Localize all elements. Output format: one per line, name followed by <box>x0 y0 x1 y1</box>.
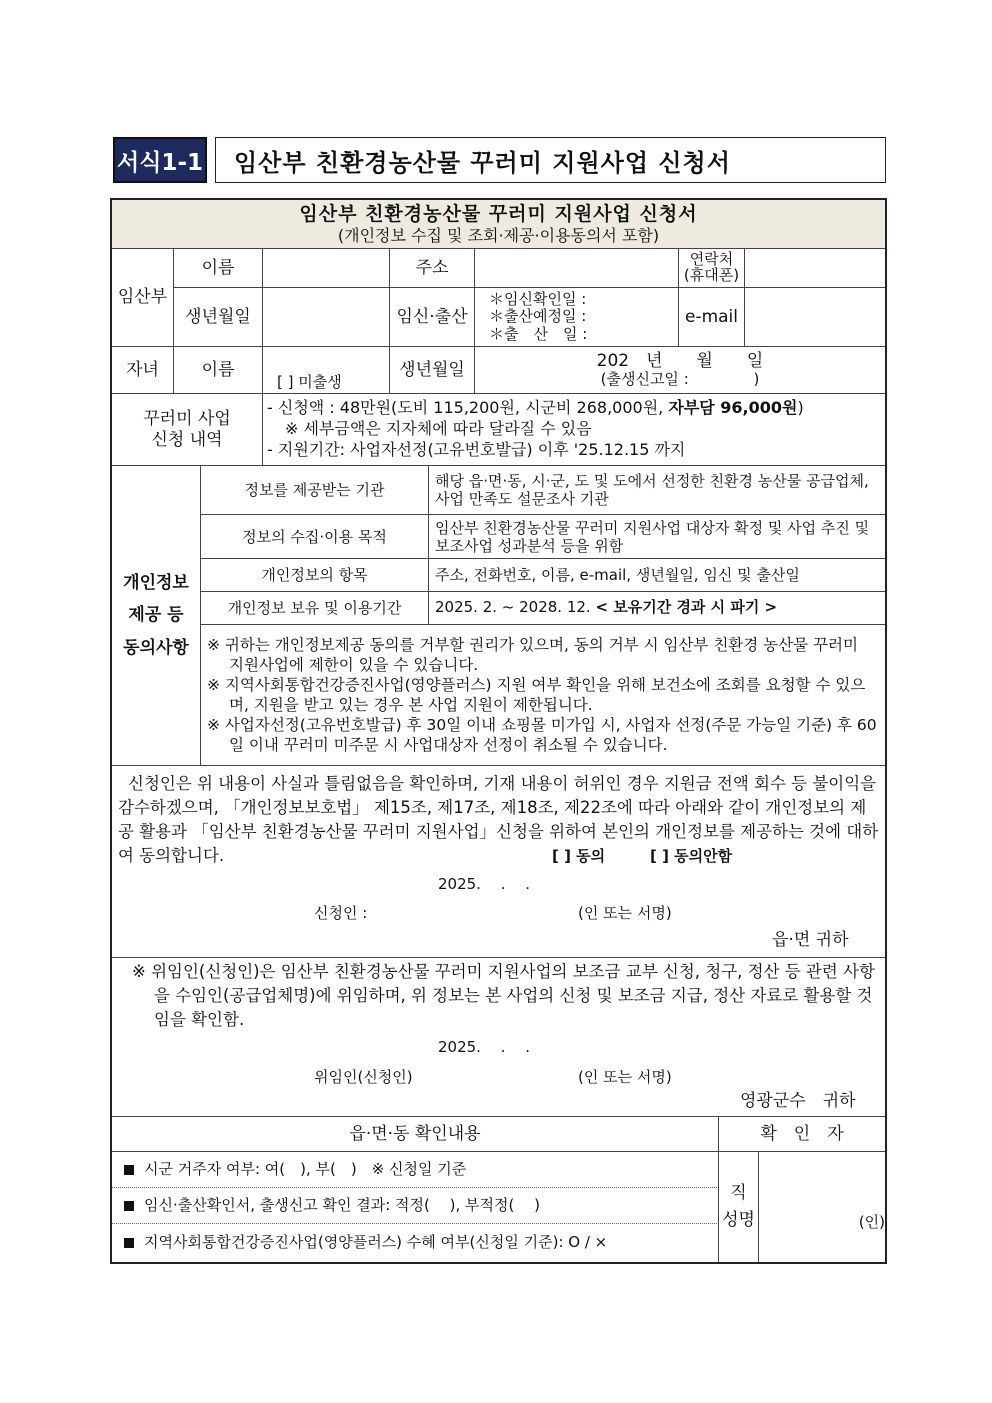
package-label <box>112 394 263 466</box>
delegation-section <box>112 958 885 1117</box>
confirmer-position-label <box>719 1152 759 1262</box>
contact-label-line1: 연락처 <box>689 250 734 269</box>
address-field[interactable] <box>475 249 679 288</box>
verify-header: 읍·면·동 확인내용 <box>112 1117 719 1152</box>
child-birthdate-value: 202 년 월 일 <box>596 350 764 371</box>
pregnancy-dates-field[interactable] <box>475 288 679 347</box>
phone-field[interactable] <box>745 249 885 288</box>
applicant-label: 신청인 : <box>314 904 368 922</box>
confirmer-header: 확 인 자 <box>719 1117 885 1152</box>
recipient-org-value: 해당 읍·면·동, 시·군, 도 및 도에서 선정한 친환경 농산물 공급업체, 사업 만족도 설문조사 기관 <box>429 466 885 515</box>
self-pay-amount: 자부담 96,000원 <box>668 398 798 418</box>
declaration-recipient: 읍·면 귀하 <box>772 930 849 950</box>
name-label: 이름 <box>174 249 263 288</box>
verify-item-residence[interactable] <box>112 1152 719 1188</box>
email-field[interactable] <box>745 288 885 347</box>
birth-date: ＊출 산 일 : <box>489 324 588 343</box>
agree-checkbox[interactable]: [ ] 동의 <box>552 847 606 865</box>
declaration-section <box>112 766 885 958</box>
title-bar <box>113 137 886 183</box>
form-title: 임산부 친환경농산물 꾸러미 지원사업 신청서 <box>299 203 698 225</box>
bullet-icon <box>124 1165 134 1175</box>
package-amount <box>267 398 885 419</box>
confirmer-signature-field[interactable] <box>759 1152 885 1262</box>
verify-item-residence-text: 시군 거주자 여부: 여( ), 부( ) ※ 신청일 기준 <box>144 1160 467 1178</box>
retention-label: 개인정보 보유 및 이용기간 <box>201 592 429 625</box>
page-title: 임산부 친환경농산물 꾸러미 지원사업 신청서 <box>215 137 886 183</box>
package-label-line1: 꾸러미 사업 <box>143 409 231 430</box>
info-items-label: 개인정보의 항목 <box>201 559 429 592</box>
consent-note-1: ※ 귀하는 개인정보제공 동의를 거부할 권리가 있으며, 동의 거부 시 임산부 친환경 농산물 꾸러미 지원사업에 제한이 있을 수 있습니다. <box>207 635 858 674</box>
contact-label-line2: (휴대폰) <box>683 266 740 284</box>
retention-period: 2025. 2. ~ 2028. 12. <box>435 598 596 616</box>
delegator-label: 위임인(신청인) <box>314 1068 413 1086</box>
email-label: e-mail <box>679 288 745 347</box>
applicant-sign: (인 또는 서명) <box>578 904 672 922</box>
purpose-label: 정보의 수집·이용 목적 <box>201 515 429 559</box>
child-section-label: 자녀 <box>112 347 174 394</box>
seal-mark: (인) <box>858 1213 885 1231</box>
delegation-recipient: 영광군수 귀하 <box>740 1091 856 1111</box>
package-label-line2: 신청 내역 <box>151 429 223 450</box>
consent-label-line2: 제공 등 <box>128 605 184 626</box>
consent-section-label <box>112 466 201 766</box>
child-birthdate-label: 생년월일 <box>390 347 475 394</box>
package-amount-close: ) <box>797 398 804 418</box>
bullet-icon <box>124 1201 134 1211</box>
form-subtitle: (개인정보 수집 및 조회·제공·이용동의서 포함) <box>337 225 660 245</box>
bullet-icon <box>124 1238 134 1248</box>
package-details <box>263 394 885 466</box>
consent-note-2: ※ 지역사회통합건강증진사업(영양플러스) 지원 여부 확인을 위해 보건소에 조회를 요청할 수 있으며, 지원을 받고 있는 경우 본 사업 지원이 제한됩니다. <box>207 675 866 714</box>
birth-report-date: (출생신고일 : ) <box>600 370 760 389</box>
disagree-checkbox[interactable]: [ ] 동의안함 <box>650 847 733 865</box>
pregnancy-confirm-date: ＊임신확인일 : <box>489 290 587 309</box>
package-note: ※ 세부금액은 지자체에 따라 달라질 수 있음 <box>285 419 592 439</box>
retention-disposal: < 보유기간 경과 시 파기 > <box>595 598 778 616</box>
child-birthdate-field[interactable] <box>475 347 885 394</box>
consent-label-line1: 개인정보 <box>123 573 189 594</box>
verify-item-certificate-text: 임신·출산확인서, 출생신고 확인 결과: 적정( ), 부적정( ) <box>144 1196 540 1214</box>
verify-item-nutrition-text: 지역사회통합건강증진사업(영양플러스) 수혜 여부(신청일 기준): O / × <box>144 1233 608 1251</box>
birthdate-label: 생년월일 <box>174 288 263 347</box>
child-name-label: 이름 <box>174 347 263 394</box>
consent-notes <box>201 625 885 766</box>
declaration-text: 신청인은 위 내용이 사실과 틀림없음을 확인하며, 기재 내용이 허위인 경우 지원금 전액 회수 등 불이익을 감수하겠으며, 「개인정보보호법」 제15조, 제17조, 제18조, 제22조에 따라 아래와 같이 개인정보의 제공 활용과 「임산부 친환경농산물 꾸러미 지원사업」신청을 위하여 본인의 개인정보를 제공하는 것에 대하여 동의합니다. <box>118 774 879 865</box>
contact-label <box>679 249 745 288</box>
info-items-value: 주소, 전화번호, 이름, e-mail, 생년월일, 임신 및 출산일 <box>429 559 885 592</box>
recipient-org-label: 정보를 제공받는 기관 <box>201 466 429 515</box>
consent-label-line3: 동의사항 <box>123 637 189 658</box>
delegation-date: 2025. . . <box>438 1038 531 1056</box>
package-period: - 지원기간: 사업자선정(고유번호발급) 이후 '25.12.15 까지 <box>267 439 686 459</box>
position-label: 직 <box>730 1182 747 1203</box>
purpose-value: 임산부 친환경농산물 꾸러미 지원사업 대상자 확정 및 사업 추진 및 보조사업 성과분석 등을 위함 <box>429 515 885 559</box>
child-name-field[interactable] <box>263 347 390 394</box>
package-amount-text: - 신청액 : 48만원(도비 115,200원, 시군비 268,000원, <box>267 398 669 418</box>
unborn-checkbox[interactable]: [ ] 미출생 <box>277 373 342 391</box>
birthdate-field[interactable] <box>263 288 390 347</box>
delegator-name-field[interactable] <box>422 1062 572 1086</box>
delegator-sign: (인 또는 서명) <box>578 1068 672 1086</box>
verify-item-certificate[interactable] <box>112 1188 719 1224</box>
verify-item-nutrition[interactable] <box>112 1224 719 1262</box>
declaration-date: 2025. . . <box>438 875 531 893</box>
consent-note-3: ※ 사업자선정(고유번호발급) 후 30일 이내 쇼핑몰 미가입 시, 사업자 선정(주문 가능일 기준) 후 60일 이내 꾸러미 미주문 시 사업대상자 선정이 취소될 수 있습니다. <box>207 716 877 755</box>
name-field[interactable] <box>263 249 390 288</box>
address-label: 주소 <box>390 249 475 288</box>
pregnancy-birth-label: 임신·출산 <box>390 288 475 347</box>
retention-value <box>429 592 885 625</box>
due-date: ＊출산예정일 : <box>489 307 587 326</box>
confirmer-name-label: 성명 <box>722 1210 755 1230</box>
application-form <box>110 198 887 1264</box>
form-number-badge: 서식1-1 <box>113 137 207 183</box>
delegation-text: ※ 위임인(신청인)은 임산부 친환경농산물 꾸러미 지원사업의 보조금 교부 신청, 청구, 정산 등 관련 사항을 수임인(공급업체명)에 위임하며, 위 정보는 본 사업의 신청 및 보조금 지급, 정산 자료로 활용할 것임을 확인함. <box>132 962 875 1029</box>
pregnant-section-label: 임산부 <box>112 249 174 347</box>
applicant-name-field[interactable] <box>380 898 570 922</box>
form-header <box>112 200 885 249</box>
